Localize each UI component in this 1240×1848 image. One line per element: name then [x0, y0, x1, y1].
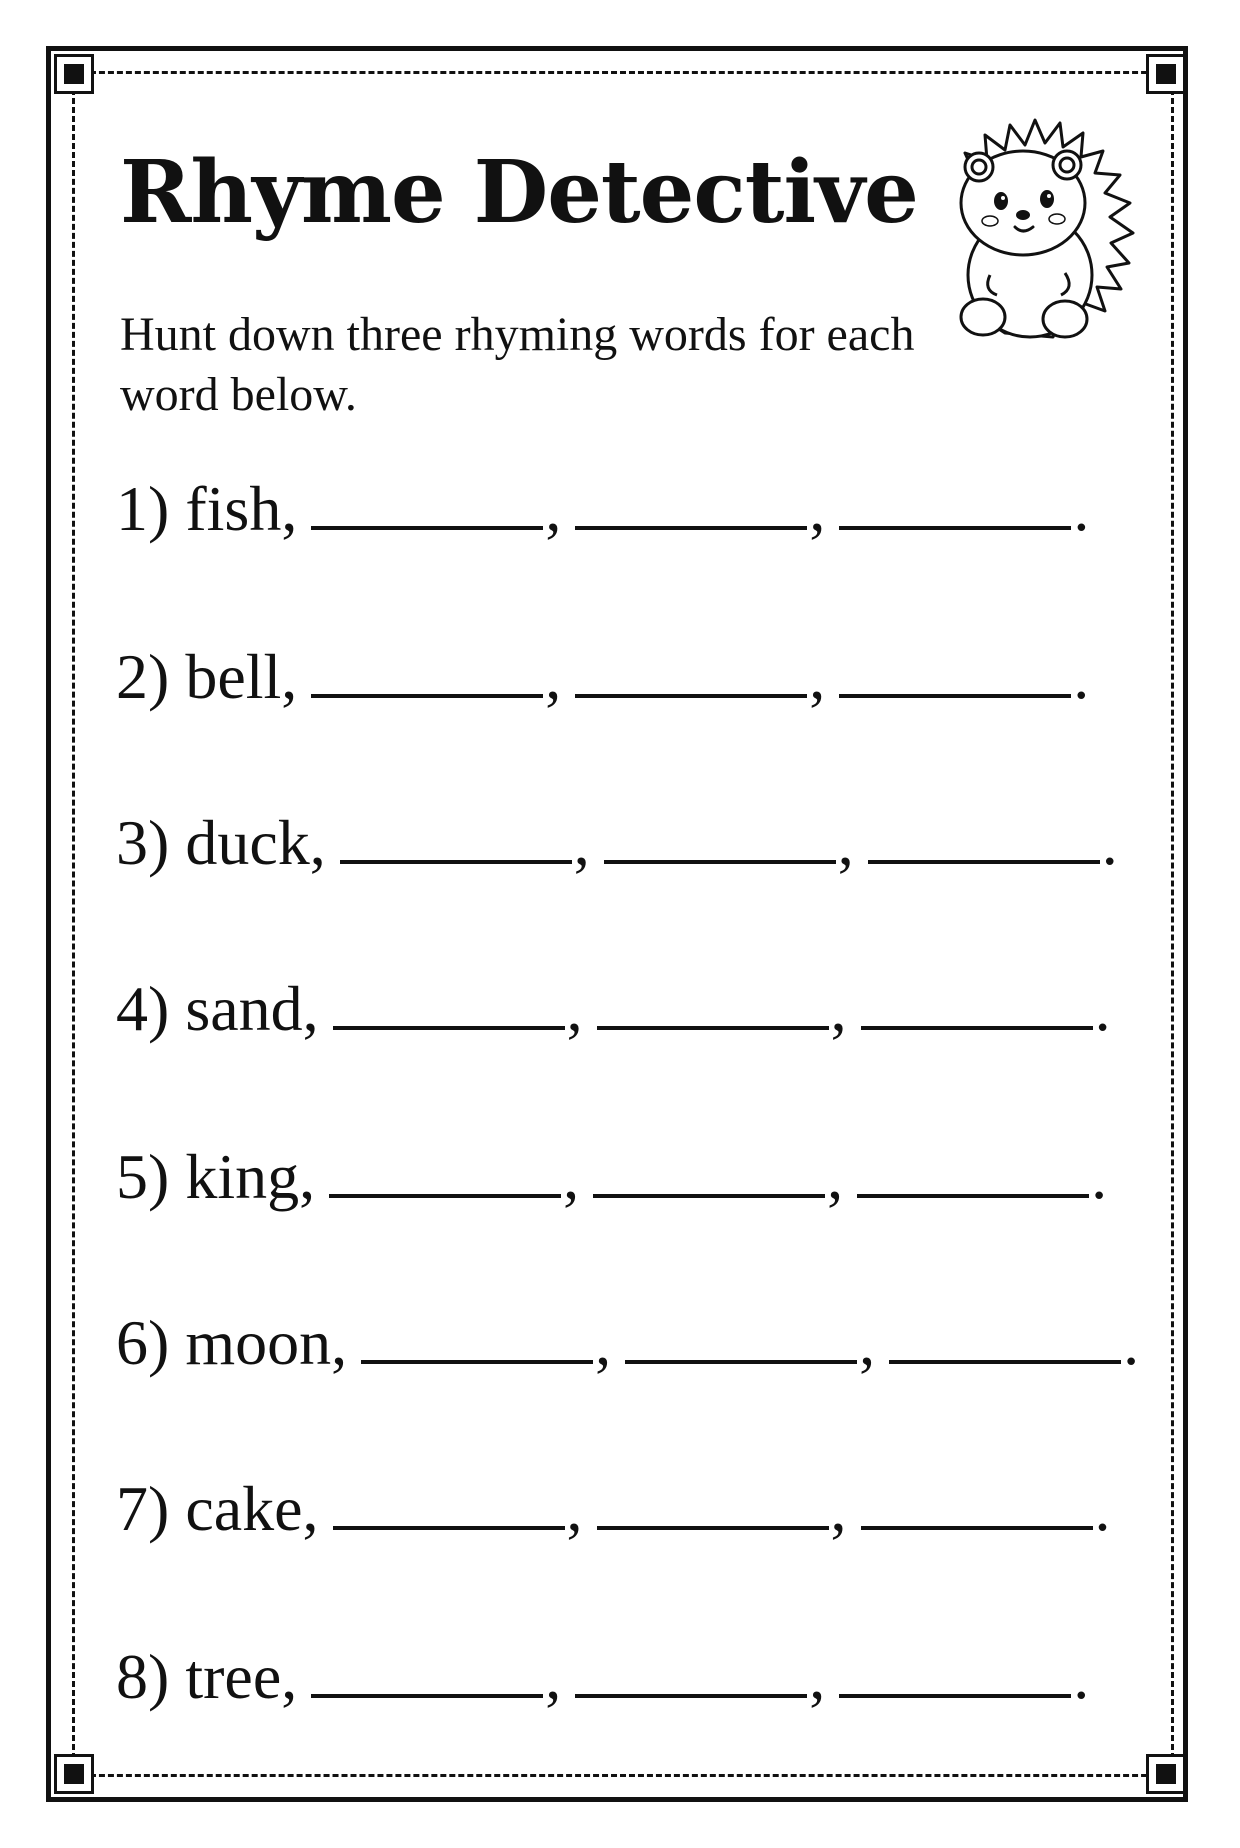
period-mark: .	[1101, 807, 1118, 878]
comma-separator: ,	[827, 1141, 844, 1212]
answer-blank[interactable]	[868, 810, 1100, 864]
answer-blank[interactable]	[575, 476, 807, 530]
page-title: Rhyme Detective	[120, 142, 918, 243]
period-mark: .	[1094, 1473, 1111, 1544]
corner-square-icon	[1146, 1754, 1186, 1794]
answer-blank[interactable]	[889, 1310, 1121, 1364]
comma-separator: ,	[566, 973, 583, 1044]
comma-separator: ,	[809, 641, 826, 712]
period-mark: .	[1094, 973, 1111, 1044]
comma-separator: ,	[573, 807, 590, 878]
target-word-label: 2) bell,	[116, 641, 298, 712]
answer-blank[interactable]	[333, 976, 565, 1030]
target-word-label: 1) fish,	[116, 473, 298, 544]
period-mark: .	[1073, 641, 1090, 712]
corner-square-icon	[54, 1754, 94, 1794]
rhyme-item	[116, 1140, 1107, 1220]
answer-blank[interactable]	[311, 1644, 543, 1698]
period-mark: .	[1073, 473, 1090, 544]
comma-separator: ,	[859, 1307, 876, 1378]
corner-square-icon	[1146, 54, 1186, 94]
answer-blank[interactable]	[311, 476, 543, 530]
rhyme-item	[116, 640, 1089, 720]
answer-blank[interactable]	[861, 976, 1093, 1030]
comma-separator: ,	[830, 973, 847, 1044]
answer-blank[interactable]	[593, 1144, 825, 1198]
comma-separator: ,	[837, 807, 854, 878]
answer-blank[interactable]	[604, 810, 836, 864]
period-mark: .	[1123, 1307, 1140, 1378]
answer-blank[interactable]	[839, 1644, 1071, 1698]
comma-separator: ,	[595, 1307, 612, 1378]
comma-separator: ,	[809, 1641, 826, 1712]
rhyme-item	[116, 472, 1089, 552]
rhyme-item	[116, 1306, 1139, 1386]
comma-separator: ,	[809, 473, 826, 544]
rhyme-item	[116, 1472, 1111, 1552]
answer-blank[interactable]	[329, 1144, 561, 1198]
rhyme-item	[116, 1640, 1089, 1720]
answer-blank[interactable]	[839, 644, 1071, 698]
answer-blank[interactable]	[333, 1476, 565, 1530]
period-mark: .	[1091, 1141, 1108, 1212]
answer-blank[interactable]	[861, 1476, 1093, 1530]
rhyme-item	[116, 806, 1118, 886]
target-word-label: 7) cake,	[116, 1473, 319, 1544]
target-word-label: 8) tree,	[116, 1641, 298, 1712]
target-word-label: 6) moon,	[116, 1307, 348, 1378]
comma-separator: ,	[545, 473, 562, 544]
comma-separator: ,	[566, 1473, 583, 1544]
answer-blank[interactable]	[311, 644, 543, 698]
target-word-label: 3) duck,	[116, 807, 326, 878]
hedgehog-icon	[935, 105, 1145, 345]
corner-square-icon	[54, 54, 94, 94]
answer-blank[interactable]	[857, 1144, 1089, 1198]
answer-blank[interactable]	[597, 1476, 829, 1530]
answer-blank[interactable]	[597, 976, 829, 1030]
answer-blank[interactable]	[839, 476, 1071, 530]
comma-separator: ,	[545, 641, 562, 712]
comma-separator: ,	[830, 1473, 847, 1544]
comma-separator: ,	[563, 1141, 580, 1212]
answer-blank[interactable]	[361, 1310, 593, 1364]
rhyme-item	[116, 972, 1111, 1052]
instructions-text: Hunt down three rhyming words for each word below.	[120, 308, 915, 421]
comma-separator: ,	[545, 1641, 562, 1712]
period-mark: .	[1073, 1641, 1090, 1712]
answer-blank[interactable]	[575, 1644, 807, 1698]
answer-blank[interactable]	[340, 810, 572, 864]
answer-blank[interactable]	[625, 1310, 857, 1364]
target-word-label: 4) sand,	[116, 973, 319, 1044]
answer-blank[interactable]	[575, 644, 807, 698]
target-word-label: 5) king,	[116, 1141, 316, 1212]
